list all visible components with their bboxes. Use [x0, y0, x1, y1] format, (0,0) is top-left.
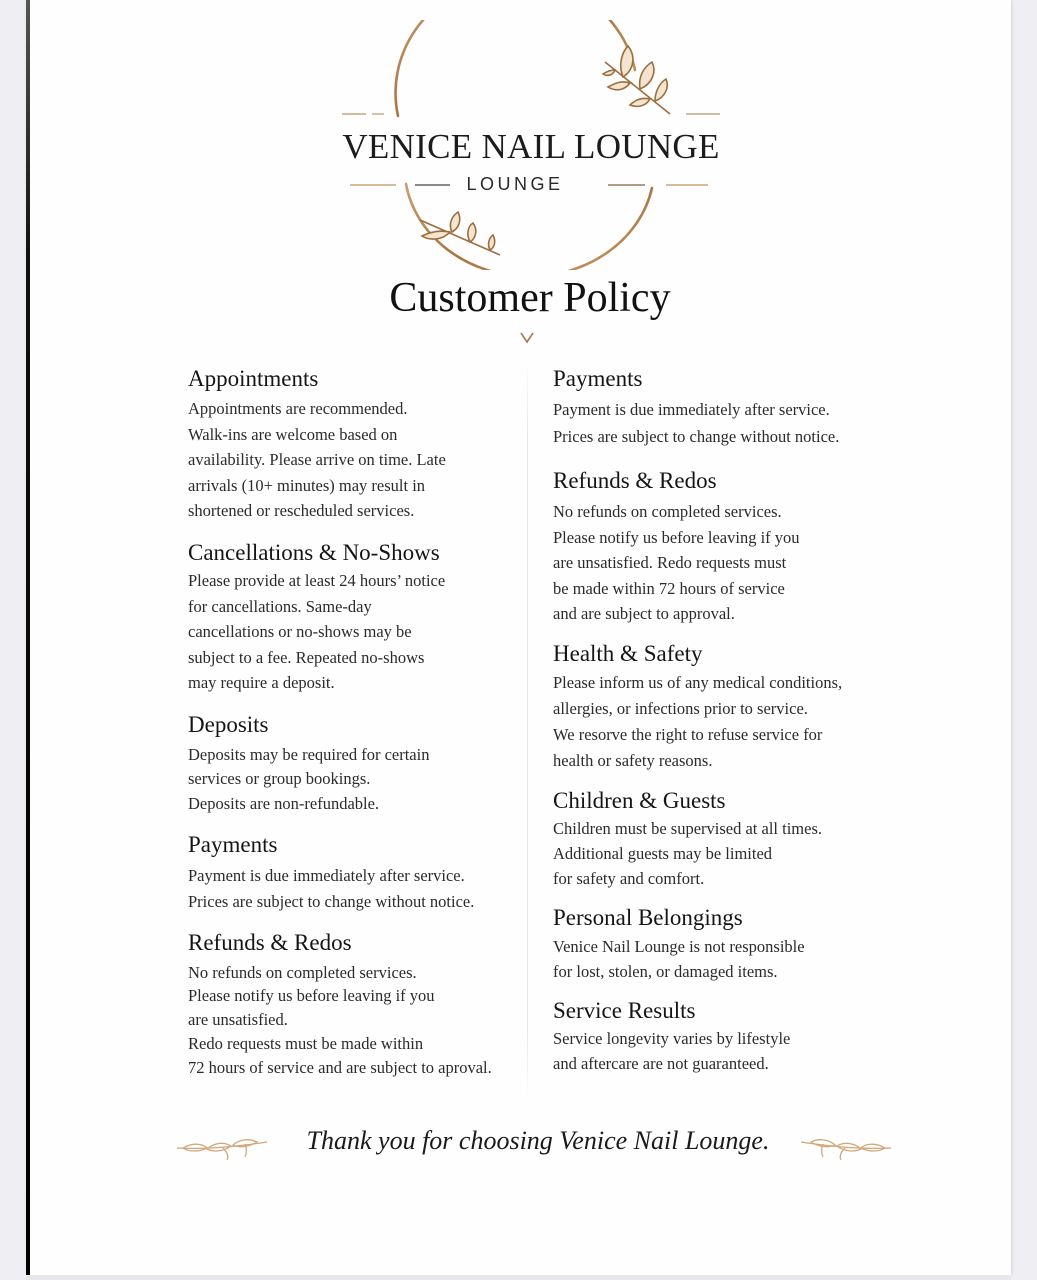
body-line: and are subject to approval. — [553, 604, 735, 623]
brand-subtitle: LOUNGE — [466, 174, 564, 194]
body-line: for cancellations. Same-day — [188, 596, 372, 616]
section-body — [553, 817, 913, 891]
body-line: Children must be supervised at all times. — [553, 819, 822, 839]
section-personal-belongings — [553, 903, 913, 984]
body-line: for safety and comfort. — [553, 868, 705, 888]
body-line: Payment is due immediately after service. — [188, 866, 465, 886]
section-payments — [553, 364, 913, 450]
page-bottom-edge — [26, 1275, 1011, 1280]
body-line: services or group bookings. — [188, 769, 371, 789]
section-body — [188, 863, 528, 914]
section-refunds-redos — [188, 928, 528, 1080]
laurel-sprig-icon — [175, 1132, 270, 1162]
section-appointments — [188, 364, 528, 524]
section-heading: Payments — [188, 832, 278, 858]
section-heading: Personal Belongings — [553, 905, 743, 931]
left-column — [188, 364, 528, 1080]
body-line: allergies, or infections prior to service. — [553, 698, 808, 718]
body-line: Payment is due immediately after service. — [553, 400, 830, 419]
body-line: Deposits may be required for certain — [188, 744, 430, 764]
laurel-sprig-icon — [798, 1132, 893, 1162]
section-deposits — [188, 710, 528, 817]
body-line: Deposits are non-refundable. — [188, 793, 380, 813]
body-line: are unsatisfied. Redo requests must — [553, 553, 787, 572]
section-body — [188, 568, 528, 696]
footer-message: Thank you for choosing Venice Nail Lounge. — [306, 1126, 770, 1155]
section-heading: Children & Guests — [553, 788, 726, 814]
body-line: Redo requests must be made within — [188, 1034, 424, 1054]
section-children-guests — [553, 786, 913, 891]
section-body — [553, 935, 913, 984]
body-line: may require a deposit. — [188, 673, 335, 693]
body-line: Walk-ins are welcome based on — [188, 424, 398, 444]
brand-name: VENICE NAIL LOUNGE — [342, 127, 720, 166]
right-column — [553, 364, 913, 1076]
body-line: Service longevity varies by lifestyle — [553, 1029, 791, 1049]
body-line: Prices are subject to change without notice. — [553, 427, 840, 446]
body-line: Prices are subject to change without notice. — [188, 892, 475, 912]
body-line: availability. Please arrive on time. Late — [188, 450, 446, 470]
body-line: No refunds on completed services. — [553, 502, 782, 521]
body-line: Additional guests may be limited — [553, 843, 773, 863]
body-line: Please provide at least 24 hours’ notice — [188, 570, 446, 590]
body-line: No refunds on completed services. — [188, 962, 417, 982]
section-body — [188, 396, 528, 524]
body-line: arrivals (10+ minutes) may result in — [188, 475, 426, 495]
body-line: be made within 72 hours of service — [553, 578, 785, 598]
section-cancellations — [188, 538, 528, 696]
body-line: Please inform us of any medical conditions, — [553, 672, 843, 692]
body-line: Please notify us before leaving if you — [188, 986, 435, 1006]
section-body — [553, 499, 913, 627]
section-body — [553, 396, 913, 450]
page-title: Customer Policy — [389, 275, 671, 321]
body-line: cancellations or no-shows may be — [188, 622, 412, 642]
section-payments — [188, 830, 528, 914]
section-heading: Refunds & Redos — [188, 929, 352, 955]
section-body — [188, 743, 528, 817]
body-line: We resorve the right to refuse service for — [553, 724, 823, 744]
body-line: health or safety reasons. — [553, 751, 713, 771]
section-body — [188, 961, 528, 1080]
body-line: and aftercare are not guaranteed. — [553, 1053, 769, 1073]
section-heading: Deposits — [188, 711, 269, 737]
section-health-safety — [553, 639, 913, 775]
body-line: shortened or rescheduled services. — [188, 501, 415, 521]
section-heading: Health & Safety — [553, 640, 703, 666]
body-line: subject to a fee. Repeated no-shows — [188, 647, 425, 667]
title-divider — [180, 328, 870, 348]
footer — [170, 1122, 900, 1162]
page-left-edge — [26, 0, 30, 1276]
body-line: for lost, stolen, or damaged items. — [553, 961, 778, 981]
section-refunds-redos — [553, 466, 913, 627]
chevron-down-icon — [521, 333, 533, 342]
section-heading: Appointments — [188, 366, 319, 391]
section-heading: Refunds & Redos — [553, 468, 717, 493]
section-body — [553, 670, 913, 775]
section-heading: Cancellations & No-Shows — [188, 539, 440, 565]
body-line: Appointments are recommended. — [188, 399, 408, 418]
body-line: Please notify us before leaving if you — [553, 527, 800, 547]
section-heading: Payments — [553, 366, 643, 391]
body-line: are unsatisfied. — [188, 1010, 288, 1030]
body-line: Venice Nail Lounge is not responsible — [553, 937, 805, 957]
body-line: 72 hours of service and are subject to aproval. — [188, 1057, 492, 1077]
section-body — [553, 1027, 913, 1076]
section-service-results — [553, 996, 913, 1076]
section-heading: Service Results — [553, 998, 696, 1024]
